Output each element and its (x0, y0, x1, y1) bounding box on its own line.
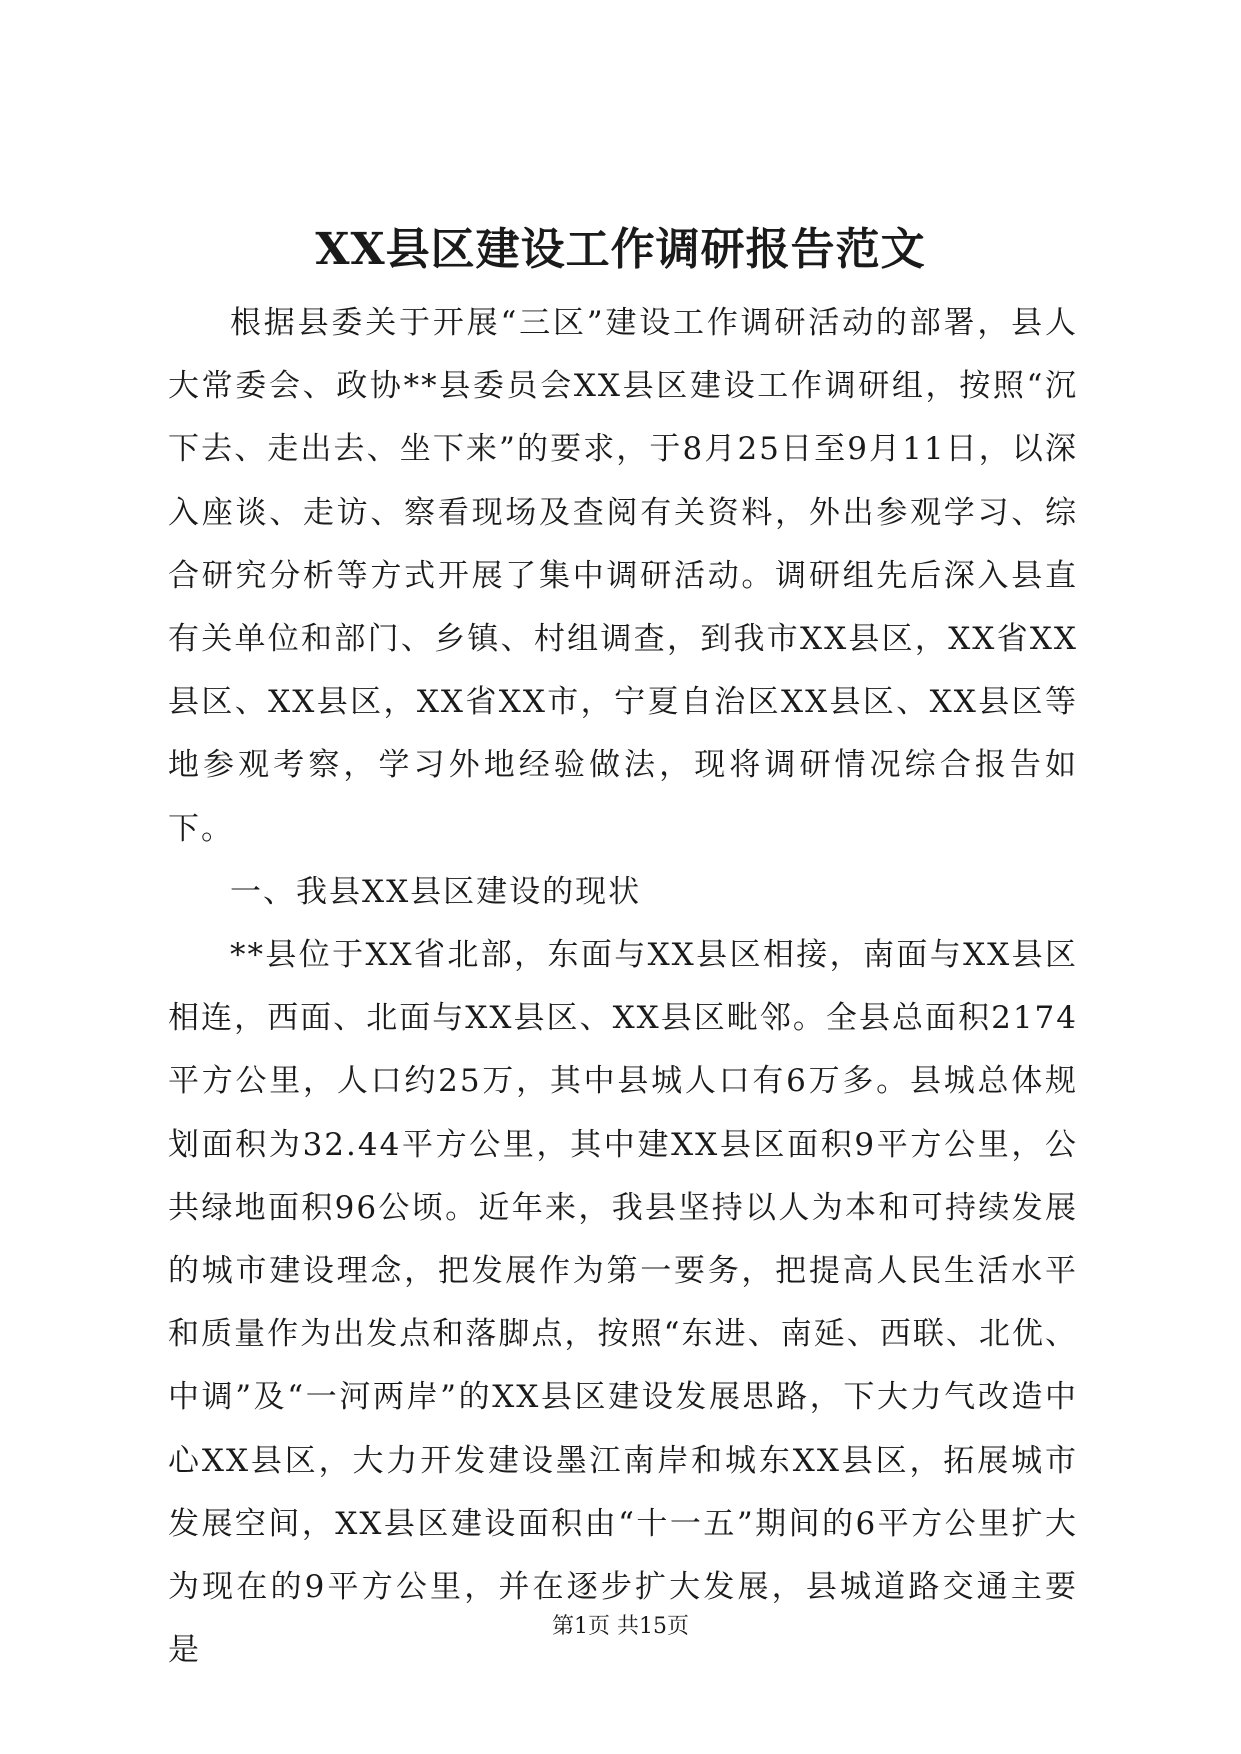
document-title: XX县区建设工作调研报告范文 (315, 224, 926, 275)
page-footer (0, 1612, 1241, 1642)
paragraph-status: **县位于XX省北部，东面与XX县区相接，南面与XX县区相连，西面、北面与XX县区、XX县区毗邻。全县总面积2174平方公里，人口约25万，其中县城人口有6万多。县城总体规划面积为32.44平方公里，其中建XX县区面积9平方公里，公共绿地面积96公顷。近年来，我县坚持以人为本和可持续发展的城市建设理念，把发展作为第一要务，把提高人民生活水平和质量作为出发点和落脚点，按照“东进、南延、西联、北优、中调”及“一河两岸”的XX县区建设发展思路，下大力气改造中心XX县区，大力开发建设墨江南岸和城东XX县区，拓展城市发展空间，XX县区建设面积由“十一五”期间的6平方公里扩大为现在的9平方公里，并在逐步扩大发展，县城道路交通主要是 (168, 937, 1078, 1669)
document-body (168, 292, 1078, 1682)
paragraph-intro: 根据县委关于开展“三区”建设工作调研活动的部署，县人大常委会、政协**县委员会XX县区建设工作调研组，按照“沉下去、走出去、坐下来”的要求，于8月25日至9月11日，以深入座谈、走访、察看现场及查阅有关资料，外出参观学习、综合研究分析等方式开展了集中调研活动。调研组先后深入县直有关单位和部门、乡镇、村组调查，到我市XX县区，XX省XX县区、XX县区，XX省XX市，宁夏自治区XX县区、XX县区等地参观考察，学习外地经验做法，现将调研情况综合报告如下。 (168, 305, 1078, 847)
page-number: 第1页 共15页 (552, 1614, 689, 1639)
section-heading: 一、我县XX县区建设的现状 (230, 873, 642, 910)
